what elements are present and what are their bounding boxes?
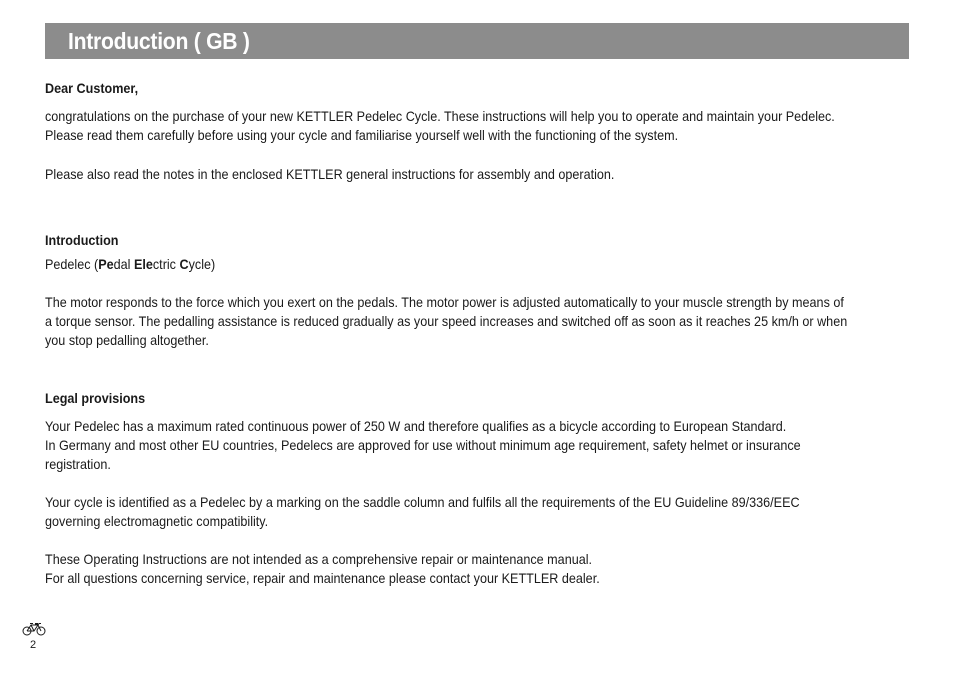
bicycle-icon	[22, 622, 46, 636]
ycle-text: ycle)	[188, 256, 216, 272]
legal-heading: Legal provisions	[45, 390, 146, 406]
legal-line-2: In Germany and most other EU countries, Pedelecs are approved for use without minimum age requirement, safety helmet or insurance	[45, 437, 801, 453]
header-bar	[45, 23, 909, 59]
legal-line-5: governing electromagnetic compatibility.	[45, 513, 269, 529]
pedelec-definition	[45, 255, 910, 274]
page-title: Introduction ( GB )	[68, 28, 250, 54]
intro-line-1: congratulations on the purchase of your new KETTLER Pedelec Cycle. These instructions will help you to operate and maintain your Pedelec.	[45, 108, 835, 124]
ctric-text: ctric	[152, 256, 180, 272]
salutation: Dear Customer,	[45, 80, 139, 96]
intro-line-3: Please also read the notes in the enclosed KETTLER general instructions for assembly and operation.	[45, 166, 615, 182]
motor-line-3: you stop pedalling altogether.	[45, 332, 209, 348]
dal-text: dal	[113, 256, 134, 272]
legal-line-7: For all questions concerning service, repair and maintenance please contact your KETTLER dealer.	[45, 570, 600, 586]
page-number: 2	[30, 639, 37, 651]
legal-line-1: Your Pedelec has a maximum rated continuous power of 250 W and therefore qualifies as a bicycle according to European Standard.	[45, 418, 787, 434]
c-bold: C	[179, 256, 189, 272]
motor-line-2: a torque sensor. The pedalling assistance is reduced gradually as your speed increases and switched off as soon as it reaches 25 km/h or when	[45, 313, 848, 329]
legal-line-3: registration.	[45, 456, 111, 472]
document-body	[45, 79, 911, 588]
ele-bold: Ele	[133, 256, 153, 272]
pe-bold: Pe	[98, 256, 114, 272]
pedelec-prefix: Pedelec (	[45, 256, 99, 272]
legal-line-4: Your cycle is identified as a Pedelec by a marking on the saddle column and fulfils all the requirements of the EU Guideline 89/336/EEC	[45, 494, 800, 510]
motor-line-1: The motor responds to the force which you exert on the pedals. The motor power is adjusted automatically to your muscle strength by means of	[45, 294, 844, 310]
intro-line-2: Please read them carefully before using your cycle and familiarise yourself well with the functioning of the system.	[45, 127, 679, 143]
legal-line-6: These Operating Instructions are not intended as a comprehensive repair or maintenance manual.	[45, 551, 593, 567]
introduction-heading: Introduction	[45, 232, 119, 248]
